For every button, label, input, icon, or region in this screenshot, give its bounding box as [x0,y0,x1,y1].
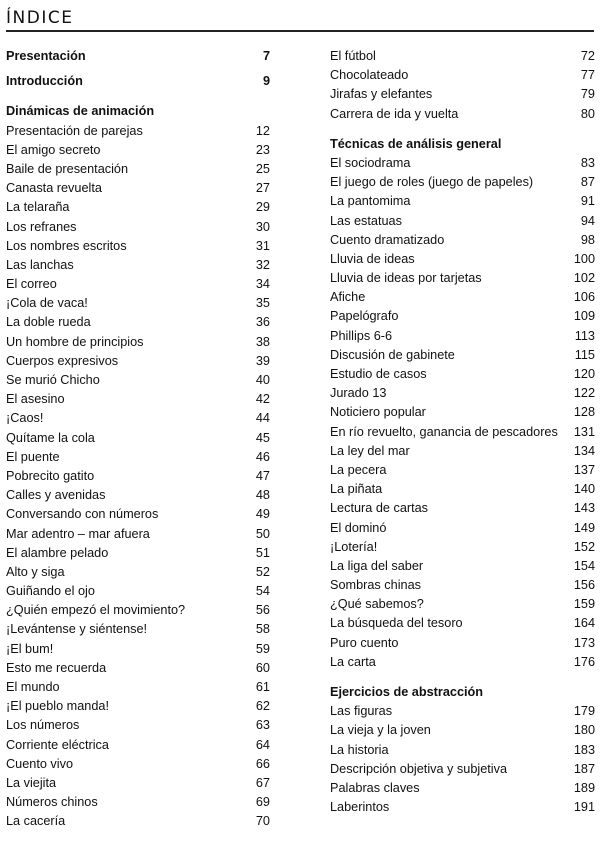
toc-entry [330,653,595,672]
toc-entry-title: Chocolateado [330,68,409,83]
toc-entry [330,702,595,721]
toc-entry-page: 128 [573,405,595,420]
toc-entry-page: 102 [573,271,595,286]
toc-entry [330,634,595,653]
toc-entry-title: Corriente eléctrica [6,737,109,752]
toc-entry [6,409,270,428]
toc-entry [6,352,270,371]
toc-entry [6,659,270,678]
toc-entry-page: 52 [255,564,270,579]
toc-entry [330,423,595,442]
toc-entry [6,467,270,486]
toc-entry-title: Laberintos [330,800,390,815]
toc-entry-title: Un hombre de principios [6,334,144,349]
toc-entry [6,448,270,467]
toc-entry-title: La piñata [330,482,383,497]
toc-entry [6,160,270,179]
toc-entry [6,333,270,352]
toc-entry [6,736,270,755]
toc-entry-title: ¡Caos! [6,411,44,426]
toc-entry-page: 79 [580,87,595,102]
toc-entry-page: 131 [573,424,595,439]
toc-entry [330,480,595,499]
toc-entry-title: Las figuras [330,704,393,719]
toc-entry-title: Cuento vivo [6,756,73,771]
toc-entry [6,275,270,294]
toc-entry [6,793,270,812]
toc-entry [330,269,595,288]
toc-entry-title: La vieja y la joven [330,723,431,738]
toc-column-left [6,47,270,832]
toc-entry-page: 152 [573,539,595,554]
toc-entry-page: 180 [573,723,595,738]
toc-entry-page: 48 [255,488,270,503]
toc-entry-title: El puente [6,449,60,464]
toc-entry-page: 187 [573,761,595,776]
toc-entry [6,390,270,409]
toc-entry-page: 29 [255,200,270,215]
toc-entry-page: 27 [255,181,270,196]
toc-entry [6,755,270,774]
toc-entry-title: Presentación de parejas [6,123,143,138]
toc-entry-title: Afiche [330,290,366,305]
toc-entry-title: ¿Qué sabemos? [330,597,424,612]
toc-entry-title: Discusión de gabinete [330,347,455,362]
toc-entry-page: 67 [255,775,270,790]
toc-entry-page: 191 [573,800,595,815]
toc-entry-page: 60 [255,660,270,675]
toc-entry [330,105,595,124]
toc-entry-page: 23 [255,142,270,157]
toc-entry [330,595,595,614]
section-heading [330,135,595,154]
toc-entry-title: El juego de roles (juego de papeles) [330,175,534,190]
toc-entry [6,198,270,217]
toc-entry-page: 94 [580,213,595,228]
toc-entry-title: El sociodrama [330,155,411,170]
toc-entry-title: ¡El bum! [6,641,54,656]
toc-entry-title: La pecera [330,462,387,477]
toc-entry-title: Estudio de casos [330,367,427,381]
toc-entry-title: Presentación [6,49,86,63]
toc-entry-title: Las estatuas [330,213,402,228]
toc-entry [6,505,270,524]
toc-entry [330,307,595,326]
toc-entry-page: 46 [255,449,270,464]
toc-entry-page: 80 [580,106,595,121]
toc-entry [6,812,270,831]
toc-entry [6,72,270,91]
toc-entry-title: El mundo [6,680,60,694]
toc-entry-page: 179 [573,704,595,719]
toc-entry [330,365,595,384]
toc-entry-page: 143 [573,501,595,516]
toc-entry [330,192,595,211]
toc-entry-page: 91 [580,194,595,209]
toc-entry [330,212,595,231]
toc-entry-page: 176 [573,654,595,669]
toc-entry-title: Jirafas y elefantes [330,87,433,102]
toc-entry-page: 42 [255,392,270,407]
toc-entry-title: La búsqueda del tesoro [330,616,463,631]
toc-entry-page: 134 [573,443,595,458]
toc-entry-title: Carrera de ida y vuelta [330,106,459,121]
toc-entry-title: Papelógrafo [330,309,399,324]
toc-entry-page: 51 [255,545,270,560]
toc-entry-page: 113 [574,328,595,343]
toc-entry-title: Quítame la cola [6,430,95,445]
toc-entry [330,557,595,576]
toc-entry-title: Mar adentro – mar afuera [6,526,150,541]
toc-entry-page: 183 [573,742,595,757]
toc-entry-page: 36 [255,315,270,330]
toc-entry [330,47,595,66]
toc-section-list [330,47,595,124]
toc-entry-page: 140 [573,482,595,497]
toc-entry [6,601,270,620]
section-heading-text: Dinámicas de animación [6,104,155,119]
toc-entry-title: Jurado 13 [330,386,387,401]
toc-entry-title: Introducción [6,74,83,89]
toc-entry-title: Puro cuento [330,635,399,650]
toc-entry-page: 50 [255,526,270,541]
toc-entry [6,294,270,313]
section-heading [330,683,595,702]
page-header [6,4,594,32]
toc-entry-title: Los números [6,718,80,733]
toc-entry-page: 70 [255,814,270,829]
toc-entry-page: 69 [255,795,270,810]
toc-entry [6,563,270,582]
toc-entry-page: 7 [262,49,270,63]
toc-entry [330,288,595,307]
toc-entry [6,697,270,716]
toc-column-right [330,47,595,817]
toc-entry [330,779,595,798]
toc-entry-page: 63 [255,718,270,733]
toc-entry [6,256,270,275]
toc-entry-page: 149 [573,520,595,535]
toc-entry [6,620,270,639]
toc-entry-page: 64 [255,737,270,752]
toc-entry-page: 47 [255,468,270,483]
toc-entry-page: 38 [255,334,270,349]
toc-entry-title: Calles y avenidas [6,488,106,503]
toc-entry-title: El alambre pelado [6,545,109,560]
toc-entry-title: Conversando con números [6,507,159,522]
toc-entry-title: Noticiero popular [330,405,426,420]
toc-entry-page: 120 [573,367,595,381]
toc-entry-title: Alto y siga [6,564,65,579]
toc-entry [330,442,595,461]
toc-entry-title: Lluvia de ideas [330,251,415,266]
toc-entry-page: 100 [573,251,595,266]
toc-entry-title: En río revuelto, ganancia de pescadores [330,424,558,439]
toc-entry-title: ¡Levántense y siéntense! [6,622,148,637]
toc-entry-page: 59 [255,641,270,656]
toc-entry-page: 154 [573,558,595,573]
toc-entry-page: 61 [255,680,270,694]
toc-entry [6,429,270,448]
toc-entry-page: 9 [262,74,270,89]
toc-entry-title: Palabras claves [330,780,420,795]
toc-entry-page: 44 [255,411,270,426]
page-title: ÍNDICE [6,8,74,28]
toc-entry-title: Descripción objetiva y subjetiva [330,761,508,776]
toc-entry [6,678,270,697]
toc-entry-title: Sombras chinas [330,578,421,593]
toc-entry-title: ¡Lotería! [330,539,378,554]
toc-entry [6,141,270,160]
section-heading-text: Ejercicios de abstracción [330,685,484,699]
toc-entry-title: La telaraña [6,200,70,215]
toc-entry [330,798,595,817]
toc-entry-title: Lluvia de ideas por tarjetas [330,271,482,286]
toc-entry-title: El correo [6,277,57,292]
toc-entry-title: Baile de presentación [6,161,129,176]
toc-entry [330,384,595,403]
toc-entry [330,760,595,779]
toc-entry [330,403,595,422]
toc-entry-page: 45 [255,430,270,445]
toc-entry-title: Guiñando el ojo [6,584,95,599]
toc-entry-title: La ley del mar [330,443,410,458]
section-heading [6,102,270,121]
toc-front-matter [6,47,270,91]
toc-entry [330,499,595,518]
toc-entry-title: Lectura de cartas [330,501,429,516]
toc-entry-title: La historia [330,742,389,757]
toc-entry-title: La carta [330,654,376,669]
toc-entry-page: 173 [573,635,595,650]
toc-entry [6,774,270,793]
toc-entry-page: 25 [255,161,270,176]
toc-entry [330,741,595,760]
toc-entry [330,519,595,538]
toc-entry [6,544,270,563]
toc-entry [6,371,270,390]
toc-entry [330,327,595,346]
toc-entry-page: 56 [255,603,270,618]
toc-entry-page: 12 [255,123,270,138]
toc-entry [6,47,270,66]
toc-entry-title: La cacería [6,814,66,829]
toc-entry-page: 39 [255,353,270,368]
toc-entry-page: 30 [255,219,270,234]
toc-entry-page: 66 [255,756,270,771]
toc-entry-title: La viejita [6,775,57,790]
toc-entry [330,721,595,740]
toc-entry-title: El amigo secreto [6,142,101,157]
toc-entry-page: 159 [573,597,595,612]
toc-section-list [330,702,595,817]
toc-entry [330,614,595,633]
toc-entry [330,231,595,250]
toc-entry [330,576,595,595]
toc-entry-page: 98 [580,232,595,247]
toc-entry [6,237,270,256]
toc-entry [330,173,595,192]
toc-section-list [6,122,270,832]
toc-entry-page: 189 [573,780,595,795]
toc-entry [6,179,270,198]
toc-entry [330,461,595,480]
toc-entry-page: 156 [573,578,595,593]
toc-entry-page: 54 [255,584,270,599]
toc-section-list [330,154,595,672]
toc-entry-title: Phillips 6-6 [330,328,393,343]
toc-entry-title: La doble rueda [6,315,91,330]
toc-entry-title: ¡El pueblo manda! [6,699,109,714]
toc-entry-title: Los refranes [6,219,77,234]
toc-entry [6,716,270,735]
toc-entry-title: Las lanchas [6,257,74,272]
toc-entry-page: 34 [255,277,270,292]
toc-entry-page: 32 [255,257,270,272]
toc-entry-title: Cuento dramatizado [330,232,445,247]
toc-entry [6,525,270,544]
toc-entry [6,218,270,237]
toc-entry-title: ¿Quién empezó el movimiento? [6,603,186,618]
toc-entry [330,346,595,365]
toc-entry-title: Esto me recuerda [6,660,107,675]
toc-entry-page: 137 [573,462,595,477]
toc-entry [330,154,595,173]
toc-entry-title: El fútbol [330,49,376,63]
toc-entry-title: El asesino [6,392,65,407]
toc-entry-title: La liga del saber [330,558,424,573]
toc-entry-page: 83 [580,155,595,170]
toc-entry-title: Números chinos [6,795,98,810]
toc-entry-page: 106 [573,290,595,305]
toc-entry-title: Los nombres escritos [6,238,127,253]
toc-entry [330,538,595,557]
toc-entry-title: ¡Cola de vaca! [6,296,88,311]
header-rule [6,30,594,32]
toc-entry [330,66,595,85]
toc-entry-page: 164 [573,616,595,631]
toc-entry-page: 109 [573,309,595,324]
toc-entry [6,122,270,141]
toc-entry [6,486,270,505]
toc-entry-title: Se murió Chicho [6,373,100,387]
toc-entry-page: 87 [580,175,595,190]
toc-entry-page: 31 [255,238,270,253]
section-heading-text: Técnicas de análisis general [330,136,502,151]
toc-entry-page: 35 [255,296,270,311]
toc-entry [330,250,595,269]
toc-entry-page: 115 [574,347,595,362]
toc-entry-title: Canasta revuelta [6,181,102,196]
toc-entry-page: 62 [255,699,270,714]
toc-entry-title: Pobrecito gatito [6,468,95,483]
toc-entry [6,640,270,659]
toc-entry-title: Cuerpos expresivos [6,353,119,368]
toc-entry-page: 40 [255,373,270,387]
toc-entry-page: 122 [573,386,595,401]
toc-entry-page: 72 [580,49,595,63]
toc-entry-page: 77 [580,68,595,83]
toc-entry [330,85,595,104]
toc-entry-title: La pantomima [330,194,411,209]
toc-entry [6,313,270,332]
toc-entry-title: El dominó [330,520,387,535]
toc-entry-page: 58 [255,622,270,637]
toc-entry-page: 49 [255,507,270,522]
toc-entry [6,582,270,601]
